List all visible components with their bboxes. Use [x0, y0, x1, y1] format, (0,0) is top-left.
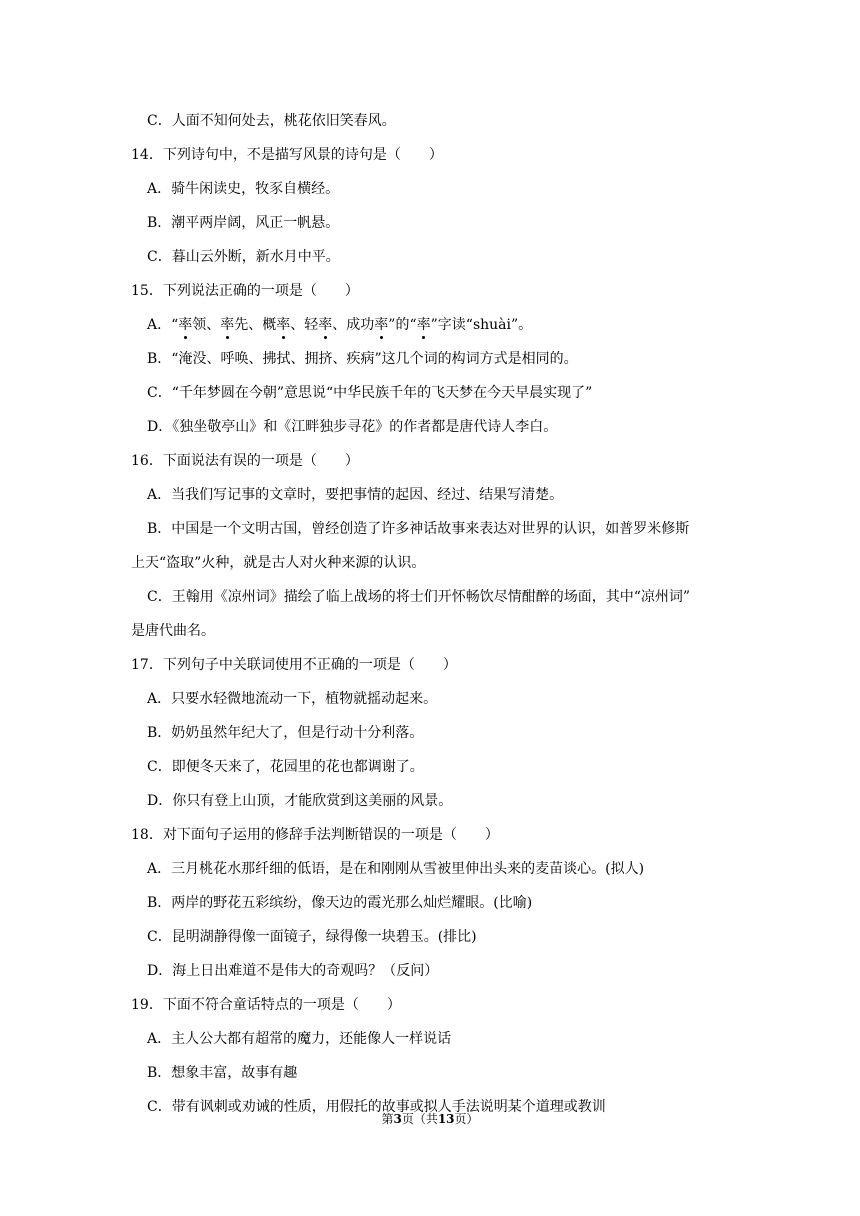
- footer-text: 页（共: [401, 1112, 438, 1126]
- text-segment: 先、概: [234, 317, 277, 333]
- option-17-b: B．奶奶虽然年纪大了，但是行动十分利落。: [147, 725, 424, 741]
- option-18-a: A．三月桃花水那纤细的低语，是在和刚刚从雪被里伸出头来的麦苗谈心。(拟人): [147, 861, 645, 877]
- option-16-b: B．中国是一个文明古国，曾经创造了许多神话故事来表达对世界的认识，如普罗米修斯: [147, 521, 690, 537]
- question-19: 19．下面不符合童话特点的一项是（ ）: [131, 997, 401, 1013]
- option-13-c: C．人面不知何处去，桃花依旧笑春风。: [147, 113, 396, 129]
- question-15: 15．下列说法正确的一项是（ ）: [131, 283, 359, 299]
- emphasized-char: 率: [374, 317, 389, 333]
- text-segment: 、成功: [332, 317, 375, 333]
- option-19-c: C．带有讽刺或劝诫的性质，用假托的故事或拟人手法说明某个道理或教训: [147, 1099, 606, 1115]
- emphasized-char: 率: [178, 317, 193, 333]
- text-segment: ”。: [510, 317, 533, 333]
- emphasized-char: 率: [220, 317, 235, 333]
- option-17-d: D．你只有登上山顶，才能欣赏到这美丽的风景。: [147, 793, 453, 809]
- option-17-a: A．只要水轻微地流动一下，植物就摇动起来。: [147, 691, 438, 707]
- text-segment: ”字读“: [430, 317, 473, 333]
- option-16-b-continued: 上天“盗取”火种，就是古人对火种来源的认识。: [131, 555, 426, 571]
- option-15-c: C．“千年梦圆在今朝”意思说“中华民族千年的飞天梦在今天早晨实现了”: [147, 385, 593, 401]
- option-17-c: C．即便冬天来了，花园里的花也都调谢了。: [147, 759, 424, 775]
- page-number: 3: [393, 1112, 402, 1126]
- option-16-c: C．王翰用《凉州词》描绘了临上战场的将士们开怀畅饮尽情酣醉的场面，其中“凉州词”: [147, 589, 691, 605]
- option-14-b: B．潮平两岸阔，风正一帆悬。: [147, 215, 340, 231]
- option-16-c-continued: 是唐代曲名。: [131, 623, 215, 639]
- emphasized-char: 率: [276, 317, 291, 333]
- text-segment: 、轻: [290, 317, 319, 333]
- option-15-d: D．《独坐敬亭山》和《江畔独步寻花》的作者都是唐代诗人李白。: [147, 419, 558, 435]
- option-15-b: B．“淹没、呼唤、拂拭、拥挤、疾病”这几个词的构词方式是相同的。: [147, 351, 578, 367]
- pinyin: shuài: [472, 317, 511, 333]
- option-14-c: C．暮山云外断，新水月中平。: [147, 249, 340, 265]
- page-footer: [0, 1110, 860, 1128]
- question-16: 16．下面说法有误的一项是（ ）: [131, 453, 359, 469]
- text-segment: ”的“: [388, 317, 417, 333]
- total-pages: 13: [437, 1112, 455, 1126]
- question-18: 18．对下面句子运用的修辞手法判断错误的一项是（ ）: [131, 827, 499, 843]
- option-19-b: B．想象丰富，故事有趣: [147, 1065, 298, 1081]
- option-14-a: A．骑牛闲读史，牧豕自横经。: [147, 181, 340, 197]
- option-19-a: A．主人公大都有超常的魔力，还能像人一样说话: [147, 1031, 452, 1047]
- option-18-c: C．昆明湖静得像一面镜子，绿得像一块碧玉。(排比): [147, 929, 477, 945]
- text-segment: 领、: [192, 317, 221, 333]
- option-18-b: B．两岸的野花五彩缤纷，像天边的霞光那么灿烂耀眼。(比喻): [147, 895, 533, 911]
- question-14: 14．下列诗句中，不是描写风景的诗句是（ ）: [131, 147, 443, 163]
- emphasized-char: 率: [416, 317, 431, 333]
- option-15-a: [147, 315, 532, 335]
- option-18-d: D．海上日出难道不是伟大的奇观吗？（反问）: [147, 963, 439, 979]
- question-17: 17．下列句子中关联词使用不正确的一项是（ ）: [131, 657, 457, 673]
- emphasized-char: 率: [318, 317, 333, 333]
- footer-text: 页）: [454, 1112, 479, 1126]
- option-16-a: A．当我们写记事的文章时，要把事情的起因、经过、结果写清楚。: [147, 487, 564, 503]
- text-segment: A．“: [147, 317, 179, 333]
- footer-text: 第: [381, 1112, 394, 1126]
